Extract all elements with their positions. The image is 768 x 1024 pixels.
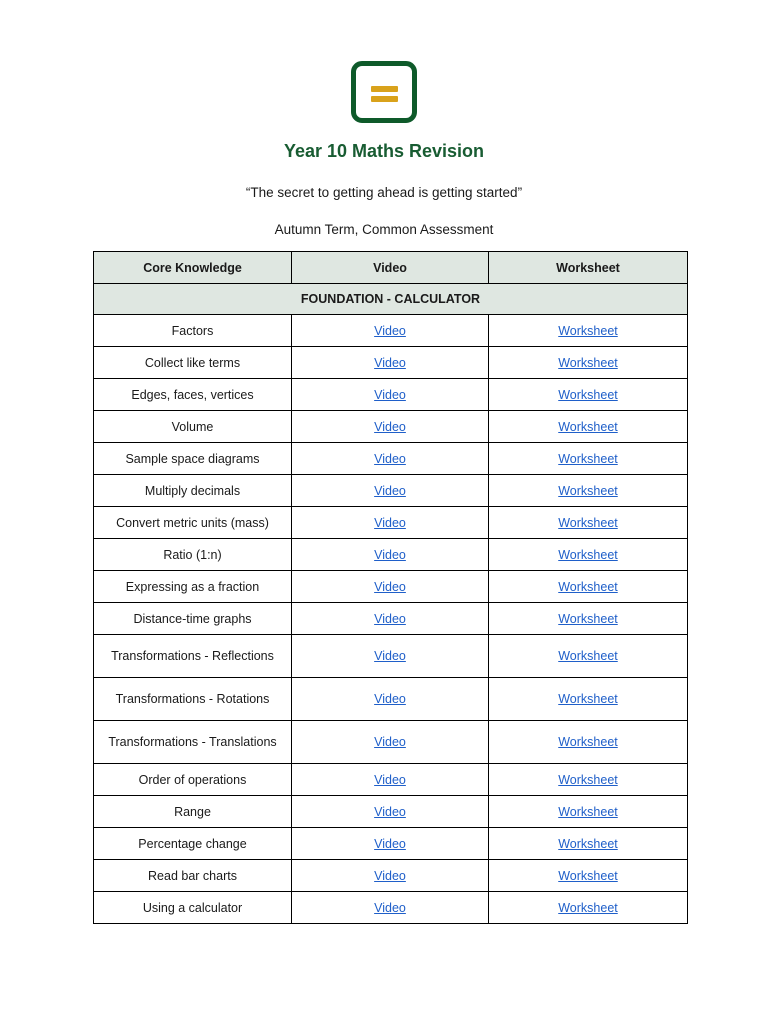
video-link[interactable]: Video xyxy=(374,868,406,883)
page-title: Year 10 Maths Revision xyxy=(283,141,485,161)
column-header-core-knowledge: Core Knowledge xyxy=(94,252,292,284)
video-link[interactable]: Video xyxy=(374,483,406,498)
page-subtitle: Autumn Term, Common Assessment xyxy=(274,222,494,237)
worksheet-link[interactable]: Worksheet xyxy=(558,735,618,749)
column-header-video: Video xyxy=(292,252,489,284)
table-header-row xyxy=(94,252,688,284)
topic-cell: Factors xyxy=(94,315,292,347)
motivational-quote: “The secret to getting ahead is getting started” xyxy=(245,185,523,200)
video-link[interactable]: Video xyxy=(374,692,406,706)
video-link[interactable]: Video xyxy=(374,323,406,338)
worksheet-link[interactable]: Worksheet xyxy=(558,804,618,819)
table-row xyxy=(94,539,688,571)
video-link[interactable]: Video xyxy=(374,649,406,663)
topic-cell: Multiply decimals xyxy=(94,475,292,507)
worksheet-cell xyxy=(489,539,688,571)
video-link[interactable]: Video xyxy=(374,611,406,626)
video-cell xyxy=(292,315,489,347)
topic-cell: Order of operations xyxy=(94,764,292,796)
video-cell xyxy=(292,539,489,571)
worksheet-link[interactable]: Worksheet xyxy=(558,900,618,915)
worksheet-link[interactable]: Worksheet xyxy=(558,692,618,706)
worksheet-cell xyxy=(489,860,688,892)
topic-cell: Transformations - Reflections xyxy=(94,635,292,678)
worksheet-cell xyxy=(489,379,688,411)
table-row xyxy=(94,507,688,539)
video-cell xyxy=(292,678,489,721)
topic-cell: Transformations - Rotations xyxy=(94,678,292,721)
worksheet-cell xyxy=(489,764,688,796)
topic-cell: Edges, faces, vertices xyxy=(94,379,292,411)
video-link[interactable]: Video xyxy=(374,451,406,466)
table-row xyxy=(94,315,688,347)
table-row xyxy=(94,571,688,603)
topic-cell: Sample space diagrams xyxy=(94,443,292,475)
table-row xyxy=(94,721,688,764)
worksheet-cell xyxy=(489,475,688,507)
video-link[interactable]: Video xyxy=(374,804,406,819)
table-row xyxy=(94,603,688,635)
table-row xyxy=(94,796,688,828)
topic-cell: Percentage change xyxy=(94,828,292,860)
video-cell xyxy=(292,796,489,828)
video-cell xyxy=(292,571,489,603)
worksheet-link[interactable]: Worksheet xyxy=(558,836,618,851)
worksheet-link[interactable]: Worksheet xyxy=(558,515,618,530)
worksheet-link[interactable]: Worksheet xyxy=(558,323,618,338)
video-link[interactable]: Video xyxy=(374,900,406,915)
video-link[interactable]: Video xyxy=(374,515,406,530)
worksheet-cell xyxy=(489,507,688,539)
table-row xyxy=(94,443,688,475)
video-link[interactable]: Video xyxy=(374,355,406,370)
worksheet-link[interactable]: Worksheet xyxy=(558,355,618,370)
video-cell xyxy=(292,443,489,475)
video-link[interactable]: Video xyxy=(374,772,406,787)
video-cell xyxy=(292,507,489,539)
table-row xyxy=(94,764,688,796)
table-row xyxy=(94,678,688,721)
video-cell xyxy=(292,475,489,507)
table-row xyxy=(94,828,688,860)
worksheet-cell xyxy=(489,678,688,721)
worksheet-cell xyxy=(489,892,688,924)
video-cell xyxy=(292,764,489,796)
topic-cell: Collect like terms xyxy=(94,347,292,379)
section-row xyxy=(94,284,688,315)
worksheet-cell xyxy=(489,796,688,828)
video-cell xyxy=(292,347,489,379)
topic-cell: Range xyxy=(94,796,292,828)
video-cell xyxy=(292,828,489,860)
worksheet-link[interactable]: Worksheet xyxy=(558,868,618,883)
worksheet-cell xyxy=(489,347,688,379)
video-link[interactable]: Video xyxy=(374,836,406,851)
topic-cell: Convert metric units (mass) xyxy=(94,507,292,539)
table-row xyxy=(94,635,688,678)
worksheet-link[interactable]: Worksheet xyxy=(558,649,618,663)
topic-cell: Read bar charts xyxy=(94,860,292,892)
worksheet-link[interactable]: Worksheet xyxy=(558,387,618,402)
video-cell xyxy=(292,860,489,892)
worksheet-cell xyxy=(489,721,688,764)
column-header-worksheet: Worksheet xyxy=(489,252,688,284)
video-cell xyxy=(292,411,489,443)
worksheet-link[interactable]: Worksheet xyxy=(558,772,618,787)
worksheet-cell xyxy=(489,443,688,475)
topic-cell: Distance-time graphs xyxy=(94,603,292,635)
worksheet-link[interactable]: Worksheet xyxy=(558,419,618,434)
table-row xyxy=(94,411,688,443)
video-cell xyxy=(292,379,489,411)
logo-bar-top xyxy=(371,86,398,92)
topic-cell: Volume xyxy=(94,411,292,443)
video-link[interactable]: Video xyxy=(374,735,406,749)
logo-bar-bottom xyxy=(371,96,398,102)
worksheet-cell xyxy=(489,603,688,635)
video-cell xyxy=(292,892,489,924)
video-cell xyxy=(292,635,489,678)
video-link[interactable]: Video xyxy=(374,579,406,594)
table-row xyxy=(94,379,688,411)
worksheet-cell xyxy=(489,571,688,603)
table-row xyxy=(94,892,688,924)
video-link[interactable]: Video xyxy=(374,547,406,562)
topic-cell: Ratio (1:n) xyxy=(94,539,292,571)
topic-cell: Transformations - Translations xyxy=(94,721,292,764)
worksheet-cell xyxy=(489,411,688,443)
worksheet-cell xyxy=(489,635,688,678)
video-link[interactable]: Video xyxy=(374,387,406,402)
table-row xyxy=(94,347,688,379)
worksheet-link[interactable]: Worksheet xyxy=(558,547,618,562)
table-row xyxy=(94,475,688,507)
worksheet-link[interactable]: Worksheet xyxy=(558,483,618,498)
worksheet-link[interactable]: Worksheet xyxy=(558,611,618,626)
section-label: FOUNDATION - CALCULATOR xyxy=(94,284,688,315)
worksheet-link[interactable]: Worksheet xyxy=(558,451,618,466)
equals-logo-icon xyxy=(351,61,417,123)
worksheet-cell xyxy=(489,828,688,860)
worksheet-link[interactable]: Worksheet xyxy=(558,579,618,594)
topic-cell: Expressing as a fraction xyxy=(94,571,292,603)
worksheet-cell xyxy=(489,315,688,347)
topic-cell: Using a calculator xyxy=(94,892,292,924)
table-row xyxy=(94,860,688,892)
video-link[interactable]: Video xyxy=(374,419,406,434)
video-cell xyxy=(292,721,489,764)
revision-table xyxy=(93,251,688,924)
video-cell xyxy=(292,603,489,635)
